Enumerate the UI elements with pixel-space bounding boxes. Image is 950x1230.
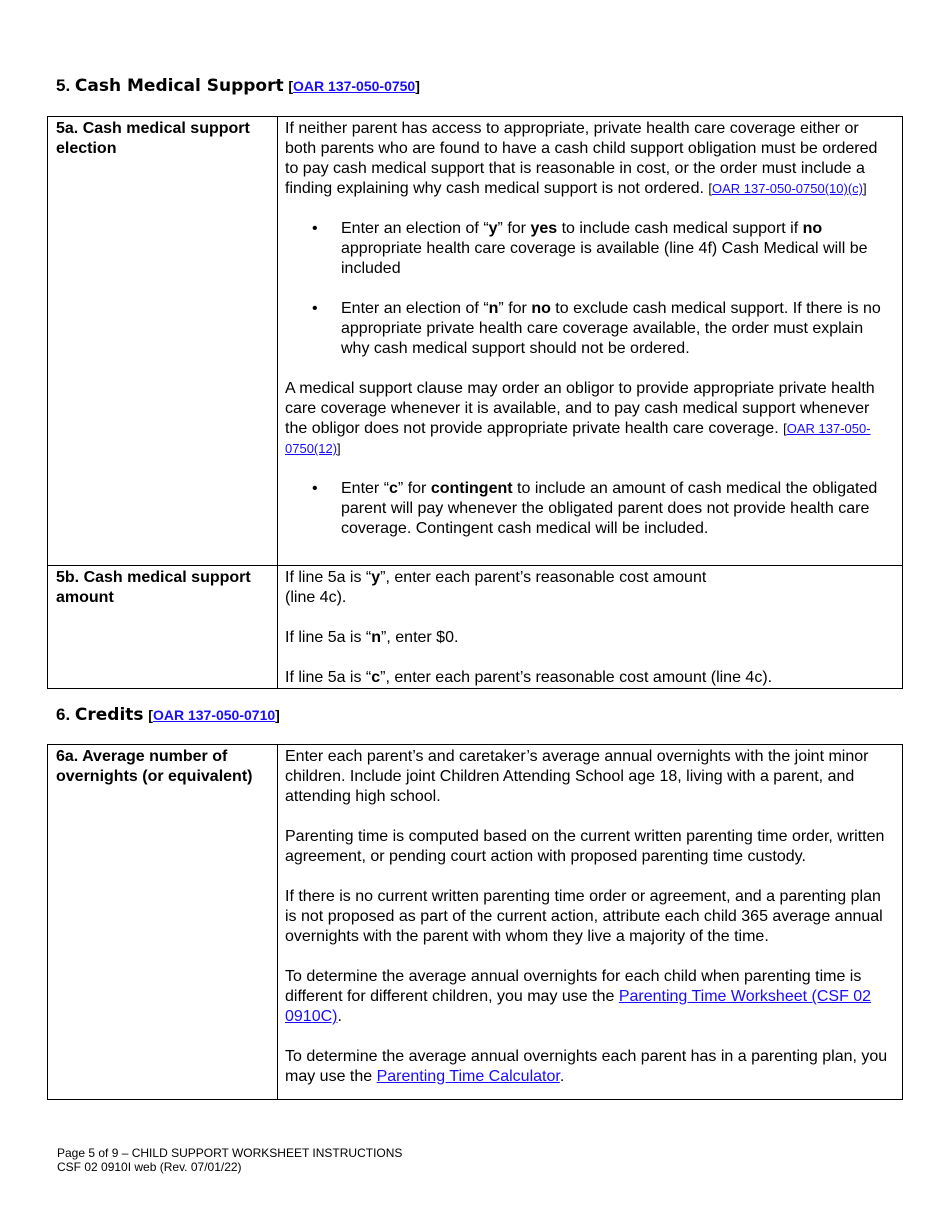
row-content (278, 745, 903, 1100)
list-item: • Enter an election of “n” for no to exclude cash medical support. If there is no appropriate private health care coverage available, the order must explain why cash medical support should not be ordered. (312, 300, 881, 357)
paragraph: If line 5a is “c”, enter each parent’s reasonable cost amount (line 4c). (285, 669, 773, 686)
bullet-icon: • (312, 480, 318, 497)
paragraph: Parenting time is computed based on the current written parenting time order, written agreement, or pending court action with proposed parenting time custody. (285, 828, 885, 865)
footer-page-line: Page 5 of 9 – CHILD SUPPORT WORKSHEET INSTRUCTIONS (57, 1146, 403, 1160)
table-row (48, 745, 903, 1100)
footer-form-id: CSF 02 0910I web (Rev. 07/01/22) (57, 1160, 242, 1174)
oar-link[interactable]: OAR 137-050-0750(12) (285, 421, 871, 456)
bullet-icon: • (312, 300, 318, 317)
paragraph: A medical support clause may order an obligor to provide appropriate private health care coverage whenever it is available, and to pay cash medical support whenever the obligor does not provide appropriate private health care coverage. [OAR 137-050-0750(12)] (285, 380, 875, 456)
paragraph: If line 5a is “y”, enter each parent’s reasonable cost amount (line 4c). (285, 569, 707, 606)
oar-link[interactable]: OAR 137-050-0710 (152, 707, 276, 723)
section-title: Cash Medical Support (74, 76, 284, 96)
section-number: 6. (56, 705, 71, 724)
section-6-table (47, 744, 903, 1100)
bullet-list (285, 219, 888, 279)
oar-link[interactable]: OAR 137-050-0750(10)(c) (711, 181, 864, 196)
paragraph: To determine the average annual overnights each parent has in a parenting plan, you may use the Parenting Time Calculator. (285, 1048, 888, 1085)
paragraph: Enter each parent’s and caretaker’s average annual overnights with the joint minor children. Include joint Children Attending School age 18, living with a parent, and attending high school. (285, 748, 869, 805)
section-5-heading (56, 76, 420, 96)
table-row (48, 566, 903, 689)
section-reference: [OAR 137-050-0750] (288, 78, 420, 94)
row-content (278, 117, 903, 566)
paragraph: If there is no current written parenting time order or agreement, and a parenting plan is not proposed as part of the current action, attribute each child 365 average annual overnights with the parent with whom they live a majority of the time. (285, 888, 883, 945)
parenting-time-calculator-link[interactable]: Parenting Time Calculator (376, 1068, 560, 1085)
section-title: Credits (74, 705, 144, 725)
section-reference: [OAR 137-050-0710] (148, 707, 280, 723)
list-item: • Enter an election of “y” for yes to include cash medical support if no appropriate health care coverage is available (line 4f) Cash Medical will be included (312, 220, 868, 277)
section-number: 5. (56, 76, 71, 95)
paragraph: If neither parent has access to appropriate, private health care coverage either or both parents who are found to have a cash child support obligation must be ordered to pay cash medical support that is reasonable in cost, or the order must include a finding explaining why cash medical support is not ordered. [OAR 137-050-0750(10)(c)] (285, 120, 878, 197)
table-row (48, 117, 903, 566)
paragraph: If line 5a is “n”, enter $0. (285, 629, 459, 646)
row-label: 6a. Average number of overnights (or equivalent) (48, 745, 278, 1100)
section-6-heading (56, 705, 280, 725)
oar-link[interactable]: OAR 137-050-0750 (293, 78, 416, 94)
row-label: 5a. Cash medical support election (48, 117, 278, 566)
bullet-icon: • (312, 220, 318, 237)
page-footer (57, 1146, 402, 1174)
paragraph: To determine the average annual overnights for each child when parenting time is different for different children, you may use the Parenting Time Worksheet (CSF 02 0910C). (285, 968, 872, 1025)
section-5-table (47, 116, 903, 689)
row-content (278, 566, 903, 689)
list-item: • Enter “c” for contingent to include an amount of cash medical the obligated parent will pay whenever the obligated parent does not provide health care coverage. Contingent cash medical will be included. (312, 480, 878, 537)
row-label: 5b. Cash medical support amount (48, 566, 278, 689)
bullet-list (285, 299, 888, 359)
bullet-list (285, 479, 888, 539)
parenting-time-worksheet-link[interactable]: Parenting Time Worksheet (CSF 02 0910C) (285, 988, 872, 1025)
